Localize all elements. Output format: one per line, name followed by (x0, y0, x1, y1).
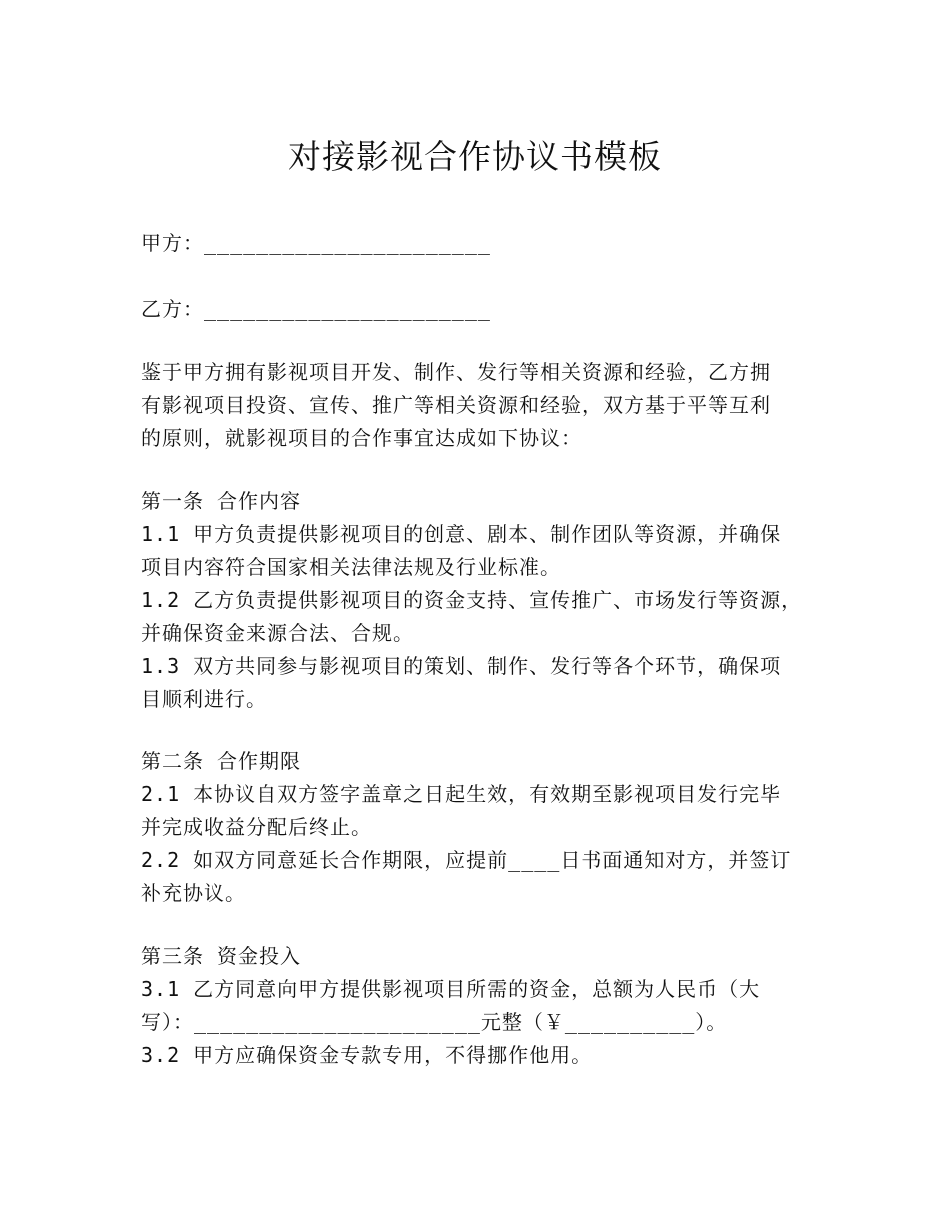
article-2-heading: 第二条 合作期限 (141, 749, 302, 773)
article-3-heading: 第三条 资金投入 (141, 944, 302, 968)
document-title: 对接影视合作协议书模板 (288, 137, 662, 176)
article-1-line: 目顺利进行。 (141, 687, 267, 711)
article-2-line: 2.1 本协议自双方签字盖章之日起生效，有效期至影视项目发行完毕 (141, 782, 782, 806)
article-2-line: 2.2 如双方同意延长合作期限，应提前____日书面通知对方，并签订 (141, 848, 792, 872)
article-1-line: 1.3 双方共同参与影视项目的策划、制作、发行等各个环节，确保项 (141, 654, 782, 678)
party-b-line: 乙方：______________________ (141, 297, 491, 321)
article-1-heading: 第一条 合作内容 (141, 489, 302, 513)
article-3-line: 写）：______________________元整（￥__________）。 (141, 1010, 728, 1034)
article-1-line: 并确保资金来源合法、合规。 (141, 621, 414, 645)
preamble-line: 的原则，就影视项目的合作事宜达成如下协议： (141, 426, 582, 450)
article-2-line: 并完成收益分配后终止。 (141, 815, 372, 839)
preamble-line: 鉴于甲方拥有影视项目开发、制作、发行等相关资源和经验，乙方拥 (141, 360, 771, 384)
article-3-line: 3.2 甲方应确保资金专款专用，不得挪作他用。 (141, 1043, 593, 1067)
preamble-line: 有影视项目投资、宣传、推广等相关资源和经验，双方基于平等互利 (141, 393, 771, 417)
article-3-line: 3.1 乙方同意向甲方提供影视项目所需的资金，总额为人民币（大 (141, 977, 761, 1001)
party-a-line: 甲方：______________________ (141, 231, 491, 255)
article-2-line: 补充协议。 (141, 881, 246, 905)
article-1-line: 项目内容符合国家相关法律法规及行业标准。 (141, 555, 561, 579)
article-1-line: 1.1 甲方负责提供影视项目的创意、剧本、制作团队等资源，并确保 (141, 522, 782, 546)
article-1-line: 1.2 乙方负责提供影视项目的资金支持、宣传推广、市场发行等资源， (141, 588, 803, 612)
